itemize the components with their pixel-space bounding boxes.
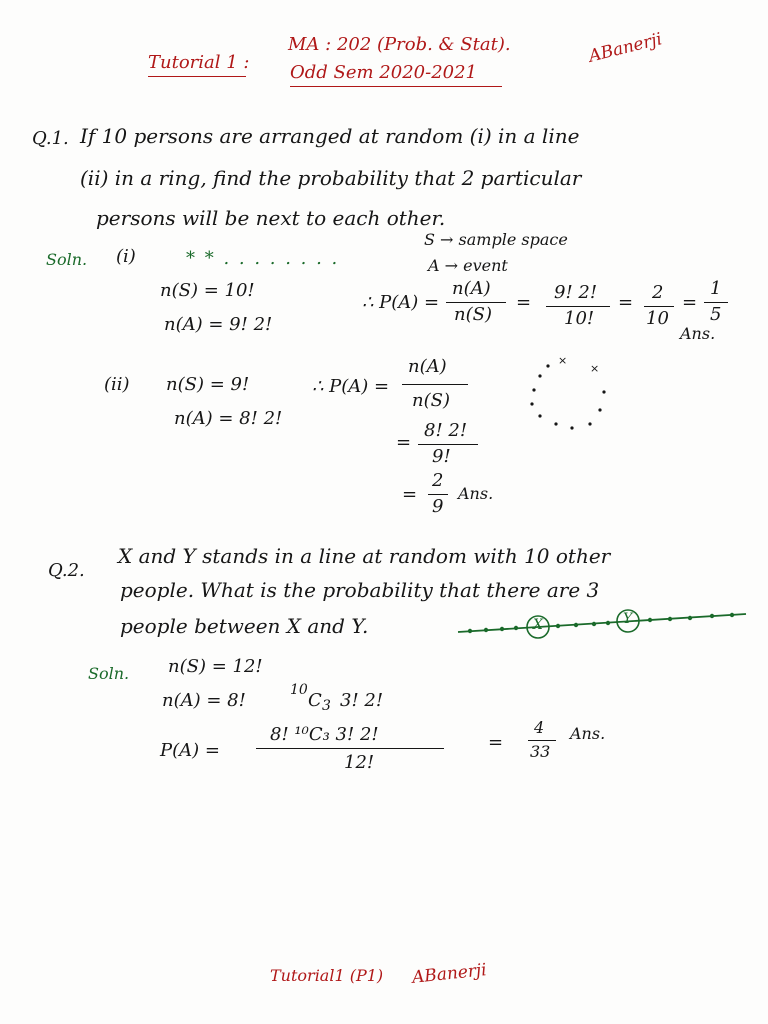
q2-pa-lhs: P(A) = xyxy=(160,740,220,761)
q2-na-sub: 3 xyxy=(322,698,331,714)
svg-text:×: × xyxy=(590,362,600,375)
q2-pa-bar xyxy=(256,748,444,749)
q1-ns2: n(S) = 9! xyxy=(166,374,250,395)
q1-part-ii: (ii) xyxy=(104,374,130,395)
tutorial-label: Tutorial 1 : xyxy=(148,52,250,73)
q1-soln-label: Soln. xyxy=(46,250,88,269)
q1-final-den: 9 xyxy=(432,496,444,517)
q2-pa-num: 8! ¹⁰C₃ 3! 2! xyxy=(270,724,379,745)
q2-line3: people between X and Y. xyxy=(120,614,369,638)
q1-f3-den: 5 xyxy=(710,304,722,325)
q1-step2-num: 8! 2! xyxy=(424,420,468,441)
q1-label: Q.1. xyxy=(32,128,69,149)
q2-na-pre: n(A) = 8! xyxy=(162,690,246,711)
q2-eq: = xyxy=(488,732,504,753)
q2-na-c: C xyxy=(308,690,322,711)
q2-line1: X and Y stands in a line at random with 10 other xyxy=(118,544,611,568)
q1-na: n(A) = 9! 2! xyxy=(164,314,273,335)
author-signature: ABanerji xyxy=(586,29,665,67)
q1-ns: n(S) = 10! xyxy=(160,280,255,301)
q1-na2: n(A) = 8! 2! xyxy=(174,408,283,429)
footer-signature: ABanerji xyxy=(411,960,488,988)
q2-soln-label: Soln. xyxy=(88,664,130,683)
q1-pa2-lhs: ∴ P(A) = xyxy=(312,376,390,397)
q1-pa-num: n(A) xyxy=(452,278,491,299)
q1-line2: (ii) in a ring, find the probability that 2 particular xyxy=(80,166,582,190)
q1-eq4: = xyxy=(396,432,412,453)
q1-line1: If 10 persons are arranged at random (i) in a line xyxy=(80,124,580,148)
q1-f2-den: 10 xyxy=(646,308,669,329)
q2-line2: people. What is the probability that there are 3 xyxy=(120,578,600,602)
note-event: A → event xyxy=(428,256,508,275)
marker-x: X xyxy=(533,617,543,633)
course-title: MA : 202 (Prob. & Stat). xyxy=(288,34,511,55)
q1-eq1: = xyxy=(516,292,532,313)
q2-res-bar xyxy=(528,740,556,741)
q2-label: Q.2. xyxy=(48,560,85,581)
q2-res-den: 33 xyxy=(530,742,551,761)
q1-pa2-den: n(S) xyxy=(412,390,450,411)
q1-eq2: = xyxy=(618,292,634,313)
q1-f2-num: 2 xyxy=(652,282,664,303)
footer-text: Tutorial1 (P1) xyxy=(270,966,384,985)
q2-pa-den: 12! xyxy=(344,752,375,773)
q1-final-num: 2 xyxy=(432,470,444,491)
note-sample-space: S → sample space xyxy=(424,230,568,249)
q1-eq5: = xyxy=(402,484,418,505)
q1-step2-den: 9! xyxy=(432,446,451,467)
svg-text:×: × xyxy=(558,354,568,367)
q1-f1-den: 10! xyxy=(564,308,595,329)
q2-ans: Ans. xyxy=(570,724,606,743)
q1-ans1: Ans. xyxy=(680,324,716,343)
q1-part-i: (i) xyxy=(116,246,136,267)
q1-f1-num: 9! 2! xyxy=(554,282,598,303)
marker-y: Y xyxy=(623,611,633,627)
q1-eq3: = xyxy=(682,292,698,313)
q1-pa-lhs: ∴ P(A) = xyxy=(362,292,440,313)
q2-na-comb: 10 xyxy=(290,682,308,698)
q1-pa-den: n(S) xyxy=(454,304,492,325)
semester-title: Odd Sem 2020-2021 xyxy=(290,62,477,83)
q2-ns: n(S) = 12! xyxy=(168,656,263,677)
q1-ans2: Ans. xyxy=(458,484,494,503)
q2-res-num: 4 xyxy=(534,718,545,737)
q1-pa2-num: n(A) xyxy=(408,356,447,377)
q2-na-post: 3! 2! xyxy=(340,690,384,711)
q1-line3: persons will be next to each other. xyxy=(96,206,446,230)
q1-star-row: * * . . . . . . . . xyxy=(186,248,340,269)
q1-f3-num: 1 xyxy=(710,278,722,299)
